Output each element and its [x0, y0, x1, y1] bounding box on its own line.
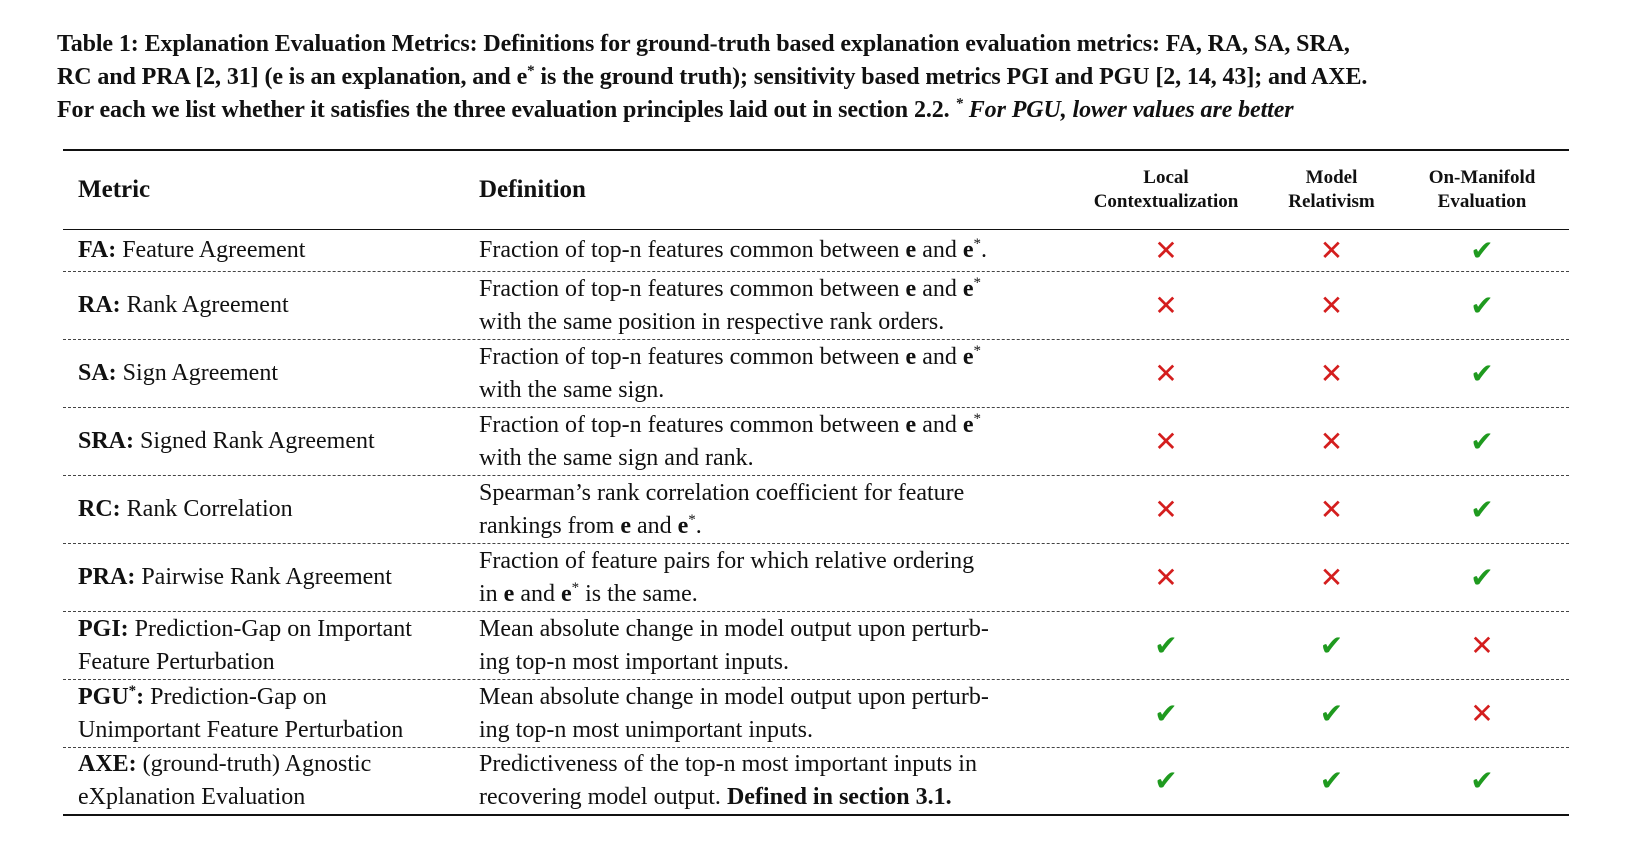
caption-line-1: Table 1: Explanation Evaluation Metrics: Definitions for ground-truth based explanation evaluation metrics: FA, RA, SA, SRA, — [57, 31, 1350, 57]
metric-cell: RA: Rank Agreement — [78, 292, 289, 318]
mark-local-contextualization — [1077, 233, 1255, 267]
definition-cell: Fraction of feature pairs for which relative ordering in e and e* is the same. — [479, 547, 975, 607]
mark-on-manifold-evaluation — [1408, 356, 1556, 390]
mark-local-contextualization — [1077, 628, 1255, 662]
table-row-sa — [63, 340, 1569, 408]
cross-icon: ✕ — [1319, 424, 1344, 458]
header-on-manifold-evaluation: On-Manifold Evaluation — [1428, 167, 1536, 212]
check-icon: ✔ — [1319, 696, 1344, 730]
cross-icon: ✕ — [1319, 492, 1344, 526]
mark-on-manifold-evaluation — [1408, 560, 1556, 594]
table-row-sra — [63, 408, 1569, 476]
header-metric: Metric — [78, 176, 151, 203]
check-icon: ✔ — [1154, 764, 1178, 797]
definition-cell: Fraction of top-n features common between e and e* with the same position in respective rank orders. — [479, 274, 981, 335]
table-row-pra — [63, 544, 1569, 612]
cross-icon: ✕ — [1154, 233, 1178, 267]
metric-cell: PGI: Prediction-Gap on Important Feature Perturbation — [78, 615, 412, 675]
header-model-relativism: Model Relativism — [1288, 167, 1375, 212]
mark-local-contextualization — [1077, 766, 1255, 796]
mark-local-contextualization — [1077, 696, 1255, 730]
cross-icon: ✕ — [1154, 492, 1178, 526]
check-icon: ✔ — [1470, 424, 1494, 458]
metric-cell: PRA: Pairwise Rank Agreement — [78, 564, 392, 590]
metric-cell: SRA: Signed Rank Agreement — [78, 428, 375, 454]
metric-cell: AXE: (ground-truth) Agnostic eXplanation Evaluation — [78, 751, 372, 810]
table-row-fa — [63, 230, 1569, 272]
metric-cell: SA: Sign Agreement — [78, 360, 278, 386]
mark-on-manifold-evaluation — [1408, 492, 1556, 526]
cross-icon: ✕ — [1470, 628, 1494, 662]
check-icon: ✔ — [1470, 288, 1494, 322]
metrics-table — [63, 149, 1569, 816]
definition-cell: Fraction of top-n features common between e and e*. — [479, 236, 987, 263]
definition-cell: Fraction of top-n features common between e and e* with the same sign. — [479, 342, 981, 403]
cross-icon: ✕ — [1319, 288, 1344, 322]
header-local-contextualization: Local Contextualization — [1093, 167, 1239, 212]
caption-line-2: RC and PRA [2, 31] (e is an explanation, and e* is the ground truth); sensitivity based metrics PGI and PGU [2, 14, 43]; and AXE. — [57, 63, 1368, 90]
table-header-row — [63, 151, 1569, 230]
table-row-pgi — [63, 612, 1569, 680]
check-icon: ✔ — [1470, 764, 1494, 797]
mark-model-relativism — [1255, 356, 1408, 390]
mark-local-contextualization — [1077, 356, 1255, 390]
definition-cell: Spearman’s rank correlation coefficient for feature rankings from e and e*. — [479, 479, 965, 539]
mark-model-relativism — [1255, 492, 1408, 526]
mark-model-relativism — [1255, 288, 1408, 322]
mark-model-relativism — [1255, 424, 1408, 458]
mark-local-contextualization — [1077, 288, 1255, 322]
table-row-rc — [63, 476, 1569, 544]
mark-local-contextualization — [1077, 424, 1255, 458]
definition-cell: Fraction of top-n features common between e and e* with the same sign and rank. — [479, 410, 981, 471]
check-icon: ✔ — [1154, 628, 1178, 662]
mark-local-contextualization — [1077, 560, 1255, 594]
cross-icon: ✕ — [1319, 356, 1344, 390]
cross-icon: ✕ — [1154, 560, 1178, 594]
check-icon: ✔ — [1470, 492, 1494, 526]
table-row-axe — [63, 748, 1569, 816]
mark-model-relativism — [1255, 628, 1408, 662]
cross-icon: ✕ — [1154, 424, 1178, 458]
cross-icon: ✕ — [1319, 560, 1344, 594]
metric-cell: RC: Rank Correlation — [78, 496, 293, 522]
mark-model-relativism — [1255, 766, 1408, 796]
table-row-ra — [63, 272, 1569, 340]
check-icon: ✔ — [1319, 628, 1344, 662]
check-icon: ✔ — [1470, 560, 1494, 594]
mark-model-relativism — [1255, 696, 1408, 730]
table-caption — [57, 28, 1577, 127]
definition-cell: Mean absolute change in model output upon perturb- ing top-n most important inputs. — [479, 615, 989, 675]
mark-model-relativism — [1255, 233, 1408, 267]
mark-on-manifold-evaluation — [1408, 628, 1556, 662]
header-definition: Definition — [479, 176, 586, 203]
cross-icon: ✕ — [1154, 356, 1178, 390]
definition-cell: Mean absolute change in model output upon perturb- ing top-n most unimportant inputs. — [479, 683, 989, 743]
cross-icon: ✕ — [1470, 696, 1494, 730]
check-icon: ✔ — [1470, 356, 1494, 390]
mark-on-manifold-evaluation — [1408, 233, 1556, 267]
mark-model-relativism — [1255, 560, 1408, 594]
check-icon: ✔ — [1319, 764, 1344, 797]
metric-cell: FA: Feature Agreement — [78, 237, 306, 263]
cross-icon: ✕ — [1154, 288, 1178, 322]
mark-on-manifold-evaluation — [1408, 288, 1556, 322]
metric-cell: PGU*: Prediction-Gap on Unimportant Feature Perturbation — [78, 682, 404, 743]
mark-on-manifold-evaluation — [1408, 424, 1556, 458]
check-icon: ✔ — [1154, 696, 1178, 730]
definition-cell: Predictiveness of the top-n most important inputs in recovering model output. Defined in section 3.1. — [479, 751, 977, 810]
mark-on-manifold-evaluation — [1408, 696, 1556, 730]
mark-on-manifold-evaluation — [1408, 766, 1556, 796]
check-icon: ✔ — [1470, 233, 1494, 267]
cross-icon: ✕ — [1319, 233, 1344, 267]
caption-line-3: For each we list whether it satisfies the three evaluation principles laid out in section 2.2. * For PGU, lower values are better — [57, 96, 1294, 123]
table-row-pgu — [63, 680, 1569, 748]
mark-local-contextualization — [1077, 492, 1255, 526]
